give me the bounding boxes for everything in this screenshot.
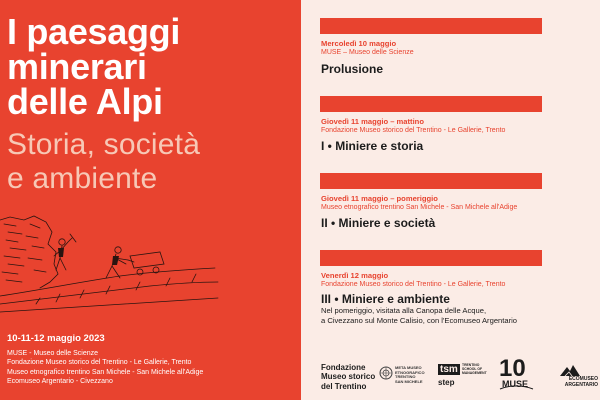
ecomuseo-logo-text [546, 377, 598, 388]
program-panel [301, 0, 600, 400]
program-heading: I • Miniere e storia [321, 139, 424, 153]
logo-text: del Trentino [321, 381, 367, 391]
title-line: I paesaggi [7, 11, 181, 52]
program-item [321, 194, 591, 230]
subtitle-line: Storia, società [7, 128, 201, 161]
event-dates: 10-11-12 maggio 2023 [7, 333, 105, 344]
program-item [321, 271, 591, 325]
mountain-logo-icon [560, 364, 580, 376]
venue-item: Fondazione Museo storico del Trentino - Le Gallerie, Trento [7, 359, 192, 367]
program-heading: II • Miniere e società [321, 216, 436, 230]
fmst-logo [321, 363, 375, 391]
program-place: Fondazione Museo storico del Trentino - Le Gallerie, Trento [321, 281, 506, 288]
miners-illustration [0, 212, 220, 317]
title-line: delle Alpi [7, 81, 163, 122]
step-wordmark: step [438, 378, 455, 387]
logo-text: ETNOGRAFICO [395, 369, 425, 375]
subtitle-line: e ambiente [7, 162, 158, 195]
logo-text: Fondazione [321, 363, 366, 372]
program-date: Giovedì 11 maggio – mattino [321, 117, 424, 126]
venue-list [7, 349, 203, 387]
program-date: Venerdì 12 maggio [321, 271, 389, 280]
tsm-logo [438, 362, 498, 386]
ecomuseo-logo [544, 364, 600, 388]
program-place: Museo etnografico trentino San Michele - San Michele all'Adige [321, 204, 518, 211]
section-bar [320, 96, 542, 112]
etno-logo-icon [379, 366, 393, 380]
section-bar [320, 18, 542, 34]
logo-text: TRENTINO [395, 374, 416, 380]
section-bar [320, 173, 542, 189]
program-item [321, 39, 591, 76]
logo-text: SAN MICHELE [395, 378, 423, 384]
muse-word: MUSE [502, 379, 529, 389]
venue-item: MUSE - Museo delle Scienze [7, 350, 99, 357]
program-note [321, 306, 591, 325]
program-heading: III • Miniere e ambiente [321, 292, 450, 306]
etno-logo [379, 364, 435, 384]
logo-text: TRENTINO [462, 363, 480, 367]
note-line: Nel pomeriggio, visitata alla Canopa delle Acque, [321, 306, 487, 315]
program-date: Mercoledì 10 maggio [321, 39, 397, 48]
program-date: Giovedì 11 maggio – pomeriggio [321, 194, 438, 203]
muse-number: 10 [499, 355, 526, 382]
program-item [321, 117, 591, 153]
poster-subtitle [7, 128, 297, 196]
program-place: Fondazione Museo storico del Trentino - Le Gallerie, Trento [321, 127, 506, 134]
logo-text: ARGENTARIO [564, 381, 598, 388]
logo-text: ECOMUSEO [568, 376, 598, 382]
logo-text: MANAGEMENT [462, 370, 487, 375]
logo-text: SCHOOL OF [462, 366, 483, 371]
muse-logo [497, 354, 537, 392]
logo-text: META MUSEO [395, 365, 422, 370]
note-line: a Civezzano sul Monte Calisio, con l'Ecomuseo Argentario [321, 315, 518, 325]
section-bar [320, 250, 542, 266]
program-heading: Prolusione [321, 62, 384, 76]
logo-text: Museo storico [321, 372, 376, 382]
program-place: MUSE – Museo delle Scienze [321, 49, 414, 56]
title-line: minerari [7, 46, 147, 87]
venue-item: Ecomuseo Argentario - Civezzano [7, 378, 113, 386]
etno-logo-text [395, 366, 425, 384]
sponsor-logos [301, 350, 600, 395]
venue-item: Museo etnografico trentino San Michele - San Michele all'Adige [7, 368, 204, 376]
tsm-logo-text [462, 364, 487, 376]
poster-title [7, 11, 297, 122]
tsm-wordmark: tsm [440, 364, 458, 375]
